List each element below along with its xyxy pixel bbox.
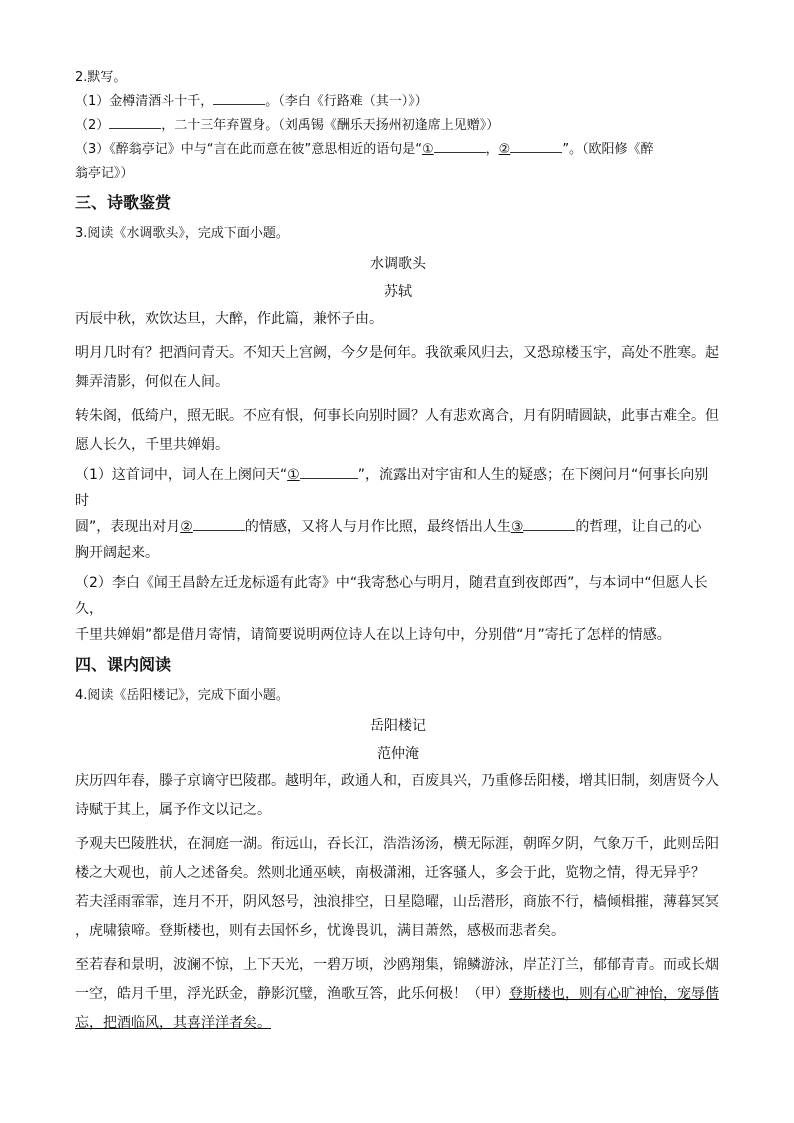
paragraph-4-line-3 — [75, 1010, 721, 1036]
answer-blank[interactable] — [300, 465, 358, 479]
question-3-1-text-d: 的情感，又将人与月作比照，最终悟出人生 — [244, 519, 511, 535]
section-4-heading: 四、课内阅读 — [75, 655, 172, 674]
paragraph-4-line-1: 至若春和景明，波澜不惊，上下天光，一碧万顷，沙鸥翔集，锦鳞游泳，岸芷汀兰，郁郁青青。而或长烟 — [75, 957, 719, 973]
poem-stanza-1-line-2: 舞弄清影，何似在人间。 — [75, 374, 229, 390]
paragraph-3-line-2: ，虎啸猿啼。登斯楼也，则有去国怀乡，忧谗畏讥，满目萧然，感极而悲者矣。 — [75, 923, 565, 939]
question-3-1-line-1 — [75, 462, 721, 514]
answer-blank[interactable] — [193, 517, 245, 531]
poem-title: 水调歌头 — [370, 256, 426, 272]
answer-blank[interactable] — [109, 115, 161, 129]
paragraph-4-line-2 — [75, 981, 721, 1007]
poem-preface: 丙辰中秋，欢饮达旦，大醉，作此篇，兼怀子由。 — [75, 311, 383, 327]
poem-stanza-2-line-2: 愿人长久，千里共婵娟。 — [75, 437, 229, 453]
poem-stanza-2-line-1: 转朱阁，低绮户，照无眠。不应有恨，何事长向别时圆？人有悲欢离合，月有阴晴圆缺，此事古难全。但 — [75, 408, 719, 424]
document-page — [75, 66, 721, 1036]
underlined-passage-jia-continued: 忘，把酒临风，其喜洋洋者矣。 — [75, 1015, 271, 1031]
question-3-2-line-2: 千里共婵娟”都是借月寄情，请简要说明两位诗人在以上诗句中，分别借“月”寄托了怎样的情感。 — [75, 627, 671, 643]
question-2-1-text-b: 。（李白《行路难（其一）》） — [265, 94, 428, 109]
paragraph-2-line-1: 予观夫巴陵胜状，在洞庭一湖。衔远山，吞长江，浩浩汤汤，横无际涯，朝晖夕阴，气象万千，此则岳阳 — [75, 836, 719, 852]
paragraph-2-line-2: 楼之大观也，前人之述备矣。然则北通巫峡，南极潇湘，迁客骚人，多会于此，览物之情，得无异乎？ — [75, 865, 705, 881]
poem-stanza-1-line-1: 明月几时有？把酒问青天。不知天上宫阙，今夕是何年。我欲乘风归去，又恐琼楼玉宇，高处不胜寒。起 — [75, 345, 719, 361]
question-2-2-text-b: ，二十三年弃置身。（刘禹锡《酬乐天扬州初逢席上见赠》） — [161, 118, 500, 133]
text-author: 范仲淹 — [377, 746, 419, 762]
question-3-1-text-c: 圆”，表现出对月 — [75, 519, 181, 535]
question-2-2-text-a: （2） — [75, 118, 110, 133]
section-3-heading: 三、诗歌鉴赏 — [75, 193, 172, 212]
underlined-passage-jia: 登斯楼也，则有心旷神怡，宠辱偕 — [509, 986, 719, 1002]
question-2-3-text-a: （3）《醉翁亭记》中与“言在此而意在彼”意思相近的语句是“ — [75, 142, 422, 157]
question-2-1-text-a: （1）金樽清酒斗十千， — [75, 94, 214, 109]
question-3-1-line-2 — [75, 514, 721, 540]
paragraph-1-line-1: 庆历四年春，滕子京谪守巴陵郡。越明年，政通人和，百废具兴，乃重修岳阳楼，增其旧制，刻唐贤今人 — [75, 773, 719, 789]
question-2-3-separator: ， — [485, 142, 499, 157]
blank-number-2: ② — [180, 519, 193, 535]
question-3-intro: 3.阅读《水调歌头》，完成下面小题。 — [75, 226, 289, 241]
question-3-1-text-b: ”，流露出对宇宙和人生的疑惑；在下阕问月“何事长向别时 — [75, 467, 709, 509]
question-2-2 — [75, 114, 721, 138]
question-2-title: 2.默写。 — [75, 70, 127, 85]
answer-blank[interactable] — [434, 139, 486, 153]
question-4-intro: 4.阅读《岳阳楼记》，完成下面小题。 — [75, 688, 289, 703]
question-2-3 — [75, 138, 721, 162]
paragraph-4-text: 一空，皓月千里，浮光跃金，静影沉璧，渔歌互答，此乐何极！（甲） — [75, 986, 509, 1002]
text-title: 岳阳楼记 — [370, 718, 426, 734]
poem-author: 苏轼 — [384, 284, 412, 300]
paragraph-1-line-2: 诗赋于其上，属予作文以记之。 — [75, 802, 271, 818]
question-2-1 — [75, 90, 721, 114]
paragraph-3-line-1: 若夫淫雨霏霏，连月不开，阴风怒号，浊浪排空，日星隐曜，山岳潜形，商旅不行，樯倾楫摧，薄暮冥冥 — [75, 894, 719, 910]
question-3-1-text-a: （1）这首词中，词人在上阕问天“ — [75, 467, 288, 483]
blank-number-3: ③ — [510, 519, 524, 535]
question-3-1-text-e: 的哲理，让自己的心 — [575, 519, 702, 535]
blank-number-1: ① — [287, 467, 300, 483]
question-3-2-line-1: （2）李白《闻王昌龄左迁龙标遥有此寄》中“我寄愁心与明月，随君直到夜郎西”，与本词中“但愿人长久， — [75, 575, 708, 617]
blank-number-1: ① — [421, 142, 434, 157]
answer-blank[interactable] — [523, 517, 575, 531]
blank-number-2: ② — [498, 142, 511, 157]
answer-blank[interactable] — [510, 139, 562, 153]
question-2-3-continued: 翁亭记》） — [75, 166, 134, 181]
answer-blank[interactable] — [213, 91, 265, 105]
question-2-3-text-c: ”。（欧阳修《醉 — [562, 142, 654, 157]
question-3-1-line-3: 胸开阔起来。 — [75, 545, 159, 561]
